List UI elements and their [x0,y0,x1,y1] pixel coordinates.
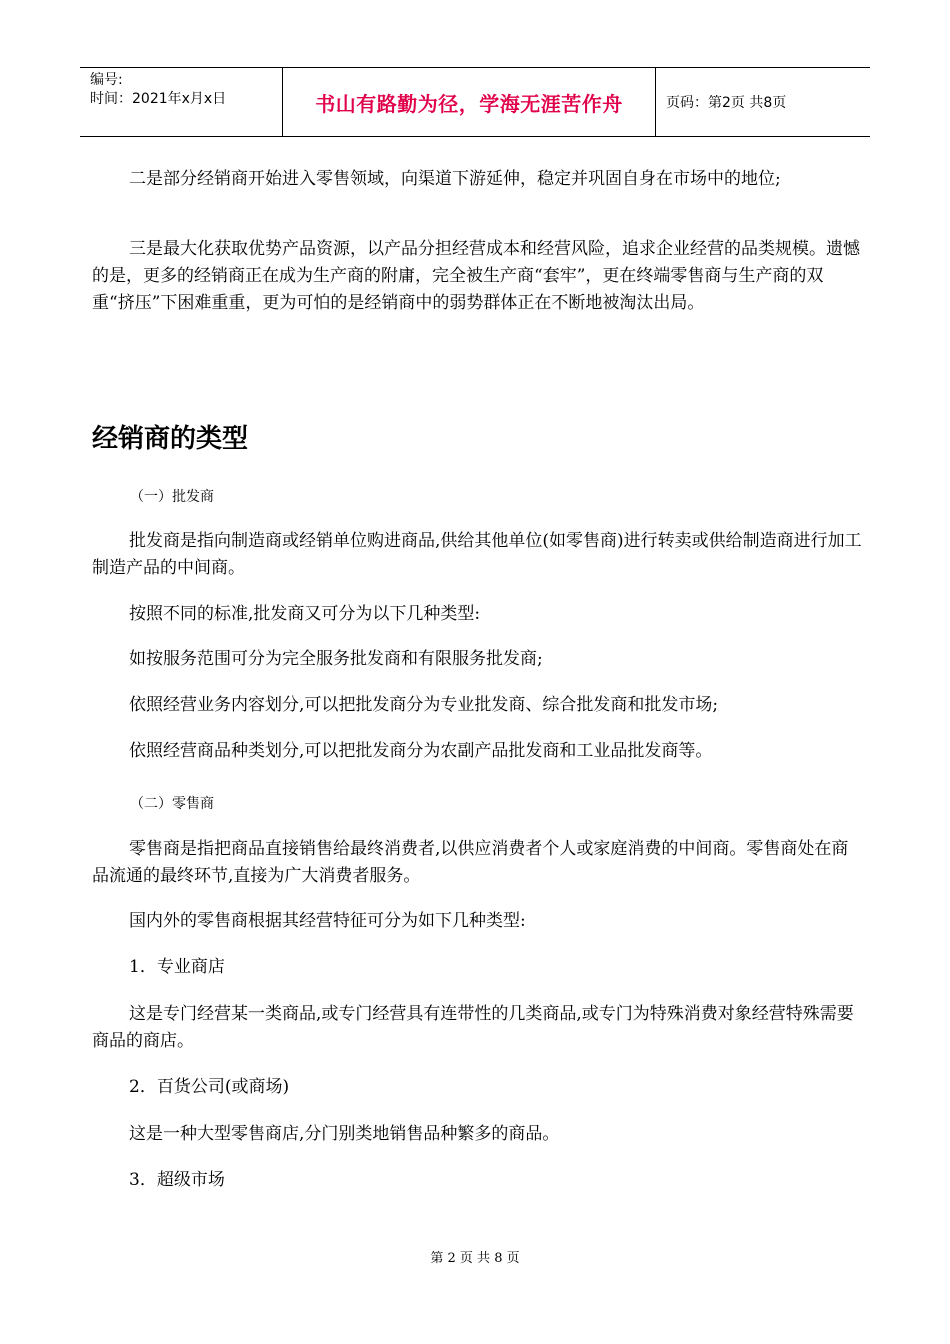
retail-type-1-description: 这是专门经营某一类商品,或专门经营具有连带性的几类商品,或专门为特殊消费对象经营特殊需要商品的商店。 [92,1004,854,1051]
wholesale-paragraph-3: 如按服务范围可分为完全服务批发商和有限服务批发商; [129,649,543,669]
header-motto: 书山有路勤为径，学海无涯苦作舟 [315,91,623,116]
retail-paragraph-2: 国内外的零售商根据其经营特征可分为如下几种类型: [129,911,526,931]
wholesale-paragraph-4: 依照经营业务内容划分,可以把批发商分为专业批发商、综合批发商和批发市场; [129,695,719,715]
header-motto-cell [282,68,656,136]
retail-type-3-title: 3．超级市场 [129,1170,225,1190]
page-header [80,67,870,137]
wholesale-paragraph-1: 批发商是指向制造商或经销单位购进商品,供给其他单位(如零售商)进行转卖或供给制造商进行加工制造产品的中间商。 [92,531,862,578]
document-number-label: 编号: [90,72,123,88]
section-title: 经销商的类型 [92,424,249,454]
intro-paragraph-1: 二是部分经销商开始进入零售领域，向渠道下游延伸，稳定并巩固自身在市场中的地位; [129,169,781,189]
wholesale-paragraph-2: 按照不同的标准,批发商又可分为以下几种类型: [129,604,481,624]
retail-type-1-title: 1．专业商店 [129,957,225,977]
wholesale-paragraph-5: 依照经营商品种类划分,可以把批发商分为农副产品批发商和工业品批发商等。 [129,741,713,761]
header-page-label: 页码：第2页 共8页 [666,95,787,111]
intro-paragraph-2: 三是最大化获取优势产品资源，以产品分担经营成本和经营风险，追求企业经营的品类规模。遗憾的是，更多的经销商正在成为生产商的附庸，完全被生产商“套牢”，更在终端零售商与生产商的双重“挤压”下困难重重，更为可怕的是经销商中的弱势群体正在不断地被淘汰出局。 [92,239,860,313]
retail-paragraph-1: 零售商是指把商品直接销售给最终消费者,以供应消费者个人或家庭消费的中间商。零售商处在商品流通的最终环节,直接为广大消费者服务。 [92,839,849,886]
header-info [80,68,282,136]
header-page-cell [656,68,870,136]
retail-type-2-description: 这是一种大型零售商店,分门别类地销售品种繁多的商品。 [129,1124,560,1144]
retail-subheading: （二）零售商 [130,796,214,812]
page-footer: 第 2 页 共 8 页 [430,1251,520,1266]
retail-type-2-title: 2．百货公司(或商场) [129,1077,290,1097]
document-date-label: 时间：2021年x月x日 [90,91,227,107]
wholesale-subheading: （一）批发商 [130,489,214,505]
